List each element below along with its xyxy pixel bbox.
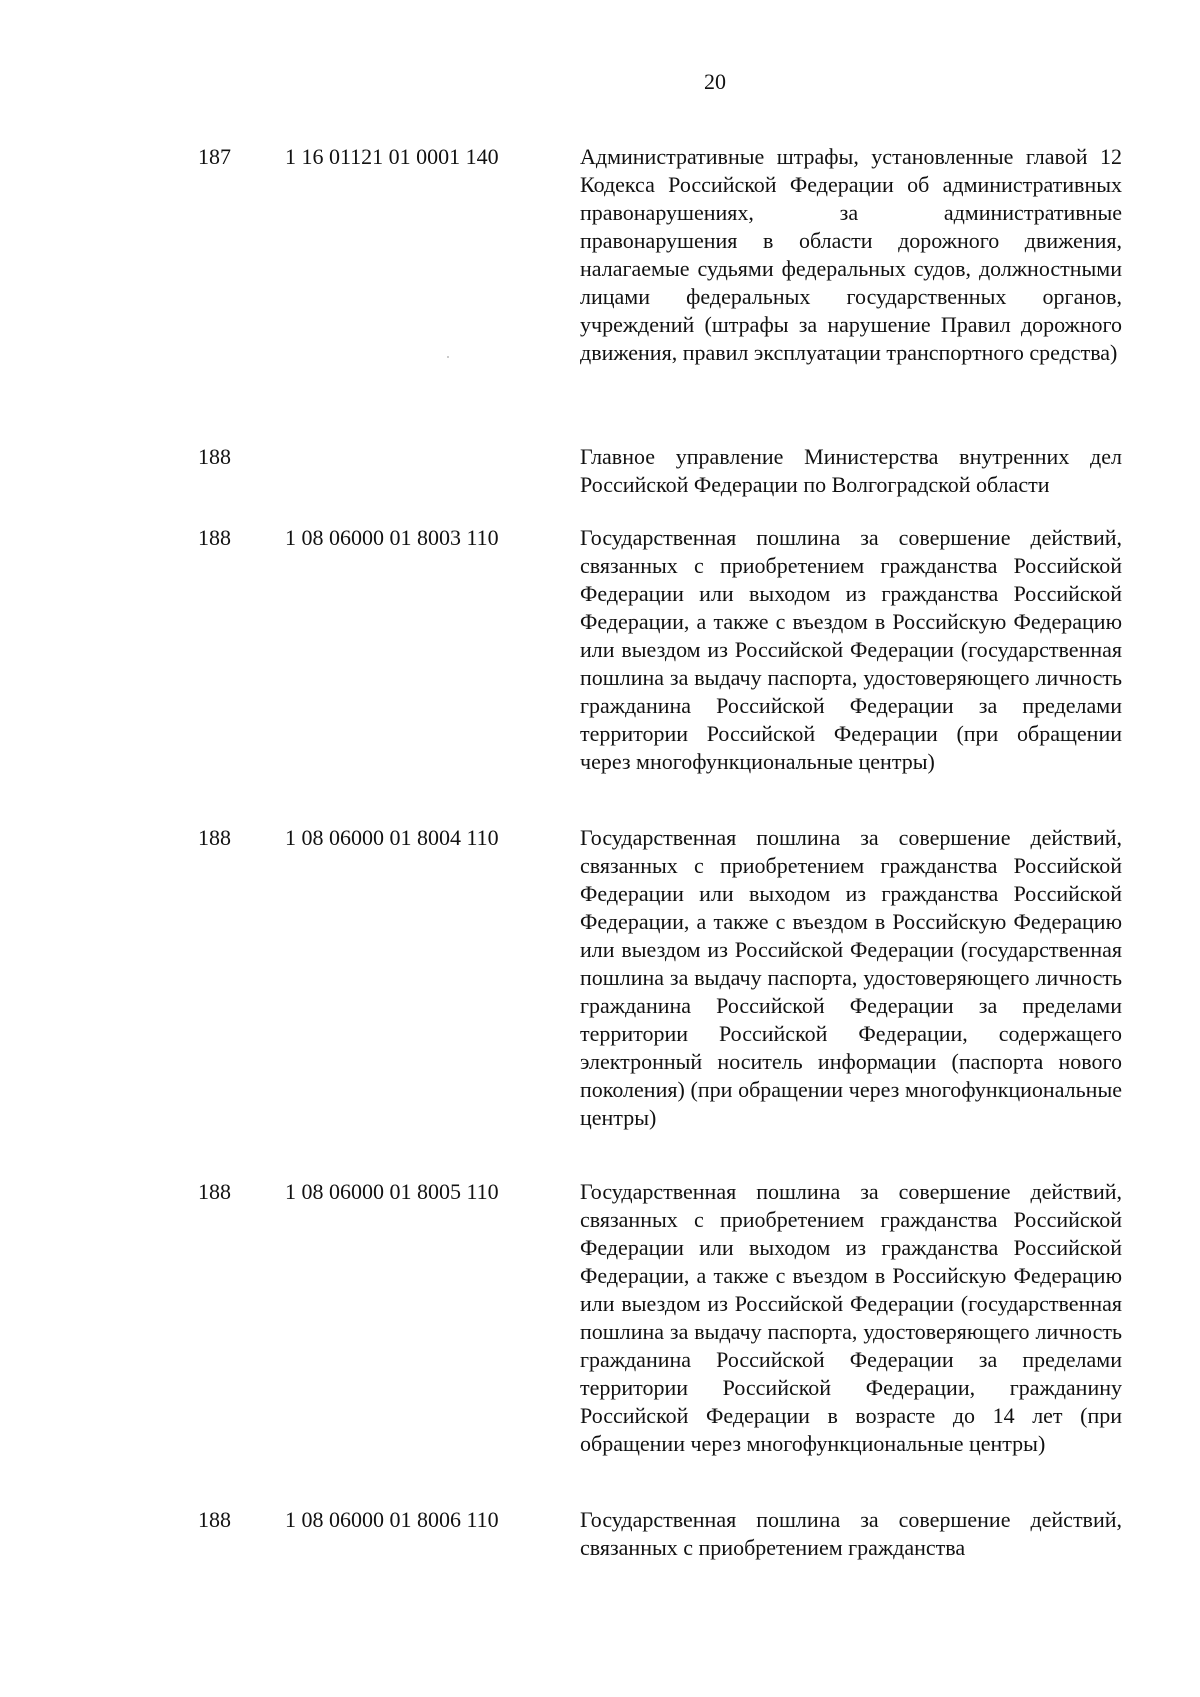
admin-code: 187	[198, 144, 231, 169]
page-number: 20	[704, 69, 726, 94]
income-description: Государственная пошлина за совершение действий, связанных с приобретением гражданства Российской Федерации или выходом из гражданства Российской Федерации, а также с въездом в Российскую Федерацию или выездом из Российской Федерации (государственная пошлина за выдачу паспорта, удостоверяющего личность гражданина Российской Федерации за пределами территории Российской Федерации, содержащего электронный носитель информации (паспорта нового поколения) (при обращении через многофункциональные центры)	[580, 825, 1122, 1130]
admin-code: 188	[198, 1507, 231, 1532]
admin-code: 188	[198, 825, 231, 850]
income-description: Административные штрафы, установленные главой 12 Кодекса Российской Федерации об административных правонарушениях, за административные правонарушения в области дорожного движения, налагаемые судьями федеральных судов, должностными лицами федеральных государственных органов, учреждений (штрафы за нарушение Правил дорожного движения, правил эксплуатации транспортного средства)	[580, 144, 1122, 365]
income-description: Государственная пошлина за совершение действий, связанных с приобретением гражданства	[580, 1507, 1122, 1560]
admin-code: 188	[198, 525, 231, 550]
budget-classification-code: 1 08 06000 01 8006 110	[285, 1507, 499, 1532]
administrator-name: Главное управление Министерства внутренних дел Российской Федерации по Волгоградской области	[580, 444, 1122, 497]
budget-classification-code: 1 16 01121 01 0001 140	[285, 144, 499, 169]
admin-code: 188	[198, 444, 231, 469]
budget-classification-code: 1 08 06000 01 8003 110	[285, 525, 499, 550]
budget-classification-code: 1 08 06000 01 8005 110	[285, 1179, 499, 1204]
income-description: Государственная пошлина за совершение действий, связанных с приобретением гражданства Российской Федерации или выходом из гражданства Российской Федерации, а также с въездом в Российскую Федерацию или выездом из Российской Федерации (государственная пошлина за выдачу паспорта, удостоверяющего личность гражданина Российской Федерации за пределами территории Российской Федерации, гражданину Российской Федерации в возрасте до 14 лет (при обращении через многофункциональные центры)	[580, 1179, 1122, 1456]
income-description: Государственная пошлина за совершение действий, связанных с приобретением гражданства Российской Федерации или выходом из гражданства Российской Федерации, а также с въездом в Российскую Федерацию или выездом из Российской Федерации (государственная пошлина за выдачу паспорта, удостоверяющего личность гражданина Российской Федерации за пределами территории Российской Федерации (при обращении через многофункциональные центры)	[580, 525, 1122, 774]
budget-classification-code: 1 08 06000 01 8004 110	[285, 825, 499, 850]
admin-code: 188	[198, 1179, 231, 1204]
